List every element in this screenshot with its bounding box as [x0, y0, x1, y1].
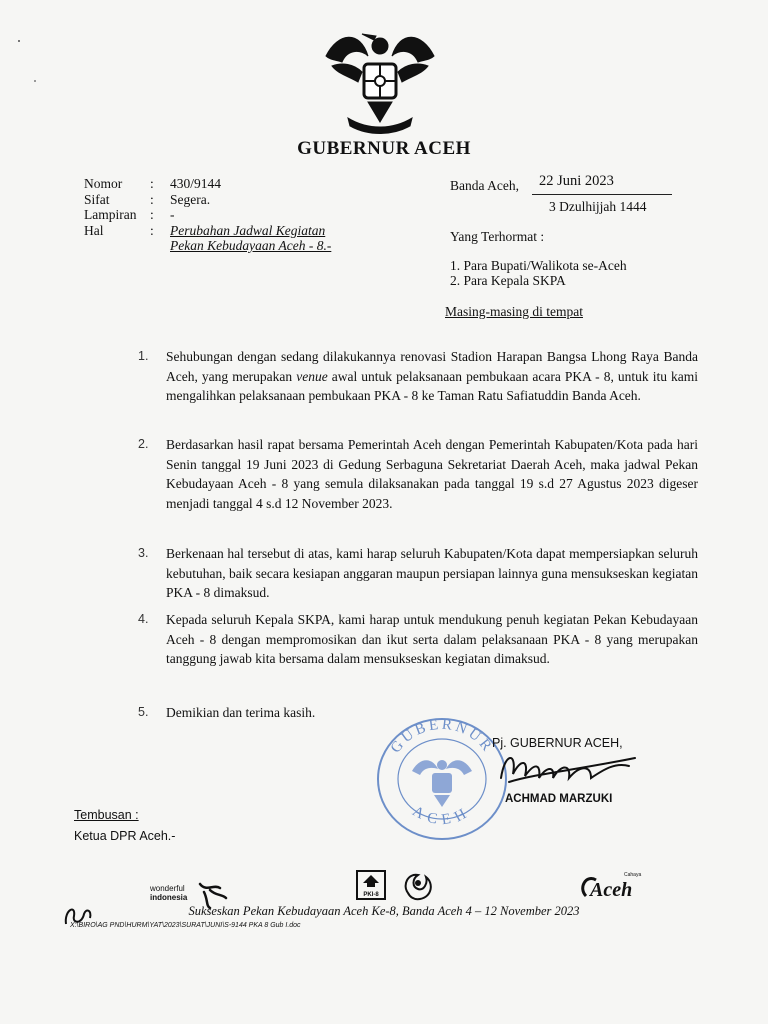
paragraph-number: 2.	[138, 437, 149, 451]
meta-hal-row	[84, 223, 331, 254]
paragraph-text: Berkenaan hal tersebut di atas, kami harap seluruh Kabupaten/Kota dapat mempersiapkan seluruh kebutuhan, baik secara kesiapan anggaran maupun persiapan lainnya guna mensukseskan kegiatan PKA - 8 dimaksud.	[166, 546, 698, 600]
meta-nomor-value: 430/9144	[170, 176, 222, 191]
recipient-item: 1. Para Bupati/Walikota se-Aceh	[450, 258, 627, 273]
meta-nomor-label: Nomor	[84, 176, 123, 191]
meta-sifat-row	[84, 192, 331, 208]
meta-lampiran-row	[84, 207, 331, 223]
stamp-top-text: GUBERNUR	[387, 716, 497, 757]
file-path: X:\BIRO\AG PND\HURM\YAT\2023\SURAT\JUNI\S-9144 PKA 8 Gub I.doc	[70, 922, 301, 929]
letter-meta	[84, 176, 331, 254]
aceh-logo-text: Aceh	[590, 879, 633, 901]
signatory-title: Pj. GUBERNUR ACEH,	[492, 736, 623, 750]
pka-logo-text: PKI-8	[363, 892, 379, 898]
paragraph-2	[138, 435, 698, 513]
meta-sifat-label: Sifat	[84, 191, 110, 207]
footer-tagline: Sukseskan Pekan Kebudayaan Aceh Ke-8, Banda Aceh 4 – 12 November 2023	[188, 904, 580, 918]
recipient-item: 2. Para Kepala SKPA	[450, 273, 566, 288]
cahaya-aceh-logo	[576, 868, 646, 902]
paragraph-number: 5.	[138, 705, 149, 719]
indonesia-logo-text: indonesia	[150, 893, 188, 902]
garuda-emblem-icon	[318, 26, 442, 142]
paragraph-number: 1.	[138, 349, 149, 363]
salutation: Yang Terhormat :	[450, 229, 545, 244]
paragraph-3	[138, 544, 698, 603]
paragraph-text	[166, 347, 698, 406]
date-divider	[532, 194, 672, 195]
wonderful-logo-text: wonderful	[150, 884, 185, 893]
speck	[34, 80, 36, 82]
place: Banda Aceh,	[450, 178, 519, 193]
meta-lampiran-label: Lampiran	[84, 207, 137, 222]
date-hijri: 3 Dzulhijjah 1444	[549, 199, 647, 214]
venue-word: venue	[296, 368, 328, 384]
meta-hal-value	[170, 223, 331, 254]
svg-text:GUBERNUR	[388, 717, 496, 757]
cc-label: Tembusan :	[74, 808, 139, 822]
cc-item: Ketua DPR Aceh.-	[74, 829, 176, 843]
recipient-list	[450, 258, 627, 288]
paragraph-number: 4.	[138, 612, 149, 626]
cultural-emblem-logo	[398, 869, 438, 903]
date-masehi: 22 Juni 2023	[539, 173, 614, 189]
paragraph-text-part: awal untuk pelaksanaan pembukaan acara PKA - 8, untuk itu kami mengalihkan pelaksanaan pembukaan PKA - 8 ke Taman Ratu Safiatuddin Banda Aceh.	[166, 368, 698, 403]
meta-sifat-value: Segera.	[170, 191, 211, 207]
stamp-bottom-text: ACEH	[409, 803, 475, 829]
meta-colon: :	[150, 191, 154, 207]
letterhead-title: GUBERNUR ACEH	[297, 138, 471, 159]
cahaya-logo-text: Cahaya	[624, 872, 642, 878]
paragraph-1	[138, 347, 698, 406]
paragraph-text: Kepada seluruh Kepala SKPA, kami harap untuk mendukung penuh kegiatan Pekan Kebudayaan Aceh - 8 dengan mempromosikan dan ikut serta dalam pelaksanaan PKA - 8 yang merupakan tanggung jawab kita bersama dalam mensukseskan kegiatan dimaksud.	[166, 612, 698, 666]
paragraph-number: 3.	[138, 546, 149, 560]
handwritten-signature-icon	[495, 748, 640, 790]
meta-hal-line2: Pekan Kebudayaan Aceh - 8.-	[170, 238, 332, 253]
paragraph-4	[138, 610, 698, 669]
paragraph-text-part: Sehubungan dengan sedang dilakukannya renovasi Stadion Harapan Bangsa Lhong Raya Banda Aceh, yang merupakan	[166, 349, 698, 384]
meta-hal-label: Hal	[84, 222, 104, 238]
paragraph-text: Berdasarkan hasil rapat bersama Pemerintah Aceh dengan Pemerintah Kabupaten/Kota pada hari Senin tanggal 19 Juni 2023 di Gedung Serbaguna Sekretariat Daerah Aceh, maka jadwal Pekan Kebudayaan Aceh - 8 yang semula dilaksanakan pada tanggal 19 s.d 27 Agustus 2023 digeser menjadi tanggal 4 s.d 12 November 2023.	[166, 437, 698, 511]
speck	[18, 40, 20, 42]
meta-lampiran-value: -	[170, 207, 175, 222]
official-stamp-icon	[372, 713, 512, 843]
paragraph-text: Demikian dan terima kasih.	[166, 705, 316, 720]
meta-colon: :	[150, 207, 154, 222]
meta-colon: :	[150, 176, 154, 191]
pka-8-logo	[355, 869, 387, 901]
masing-line: Masing-masing di tempat	[445, 304, 583, 319]
meta-hal-line1: Perubahan Jadwal Kegiatan	[170, 222, 326, 238]
meta-nomor-row	[84, 176, 331, 192]
signatory-name: ACHMAD MARZUKI	[505, 793, 613, 805]
svg-text:ACEH	[410, 803, 475, 828]
meta-colon: :	[150, 222, 154, 238]
